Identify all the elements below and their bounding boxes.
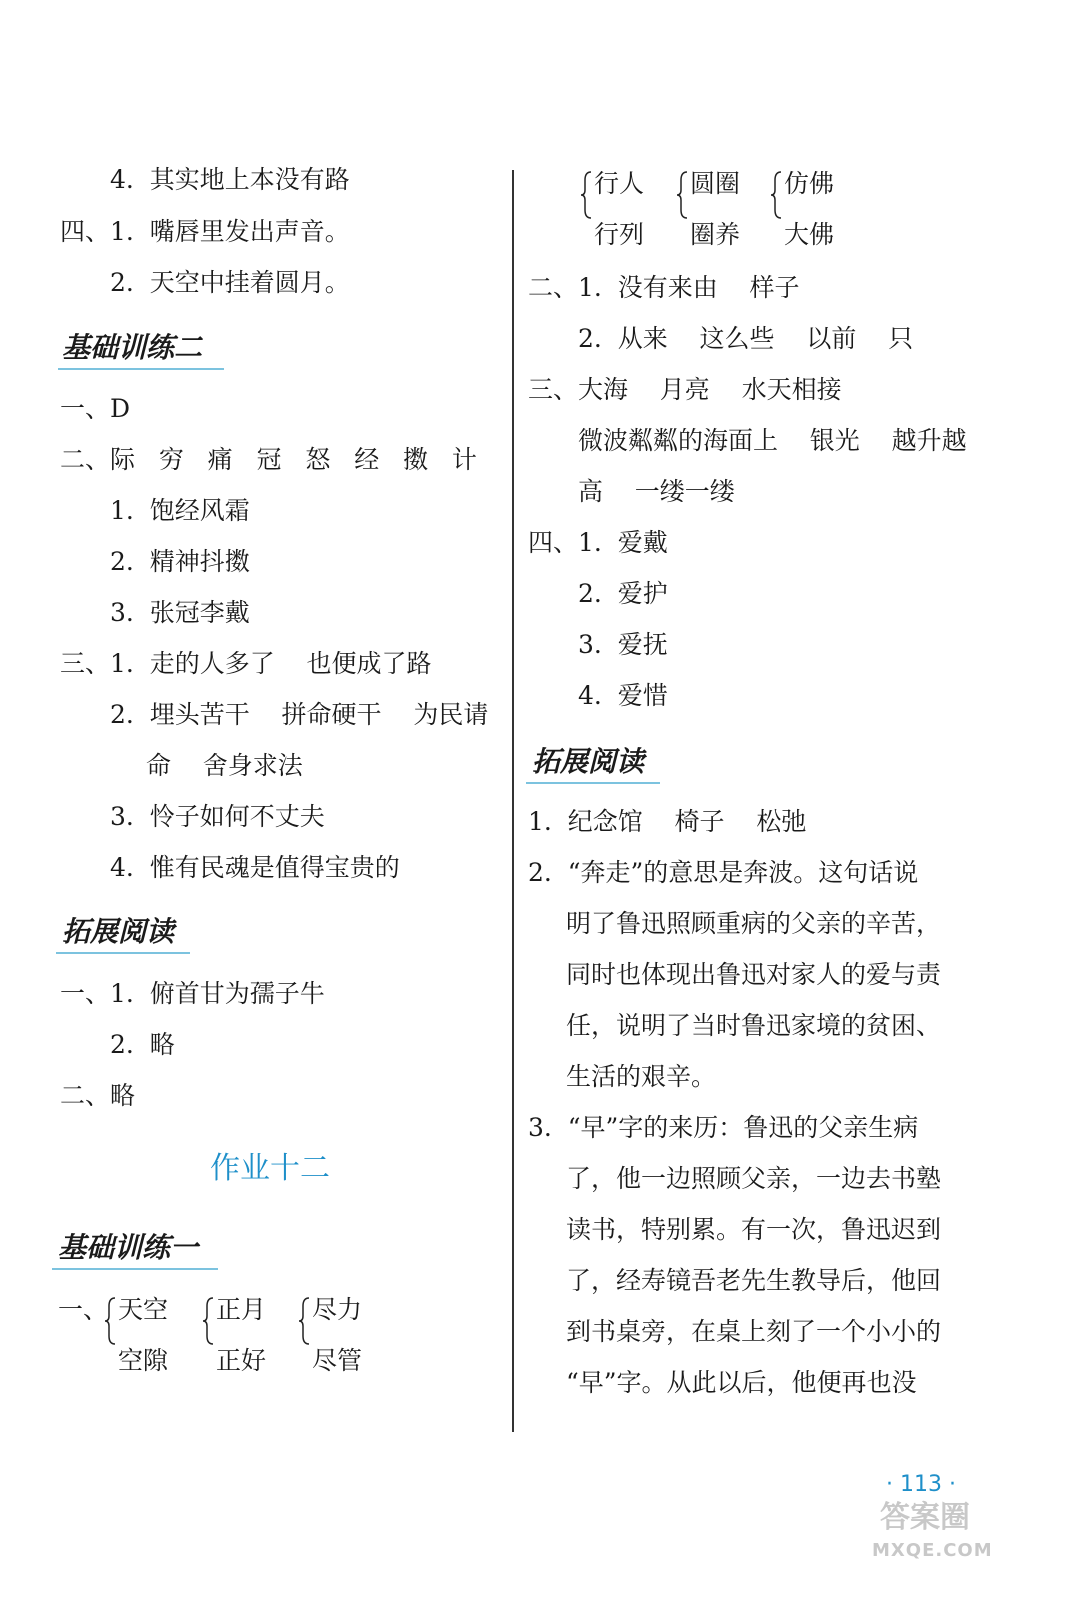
answer-line: 四、1. 爱戴 (528, 528, 668, 557)
word-pair-bottom: 大佛 (784, 220, 835, 249)
answer-line: 2. 从来 这么些 以前 只 (578, 324, 914, 353)
answer-line: 1. 饱经风霜 (110, 496, 250, 525)
homework-title: 作业十二 (210, 1151, 330, 1186)
answer-line: 3. 怜子如何不丈夫 (110, 802, 325, 831)
word-pair-top: 行人 (594, 169, 645, 198)
answer-line: 3. 张冠李戴 (110, 598, 250, 627)
brace-icon (770, 170, 782, 220)
word-pair-top: 仿佛 (784, 169, 835, 198)
answer-line: 一、D (60, 394, 131, 423)
answer-line: 2. 天空中挂着圆月。 (110, 268, 350, 297)
word-pair-bottom: 空隙 (118, 1346, 169, 1375)
answer-line: 命 舍身求法 (146, 751, 303, 780)
question-label: 一、 (58, 1295, 109, 1324)
answer-line: 二、1. 没有来由 样子 (528, 273, 800, 302)
answer-line: 二、略 (60, 1081, 136, 1110)
word-pair-top: 正月 (216, 1295, 267, 1324)
word-pair-top: 圆圈 (690, 169, 741, 198)
answer-line: 2. 略 (110, 1030, 175, 1059)
section-heading-basic-2: 基础训练二 (62, 331, 203, 364)
section-underline (526, 782, 660, 784)
word-pair-bottom: 正好 (216, 1346, 267, 1375)
brace-icon (298, 1296, 310, 1346)
section-underline (58, 368, 224, 370)
column-divider (512, 170, 514, 1432)
answer-line: 3. “早”字的来历：鲁迅的父亲生病 (528, 1113, 919, 1142)
answer-line: 2. 精神抖擞 (110, 547, 250, 576)
answer-line: 4. 爱惜 (578, 681, 668, 710)
answer-line: 2. 爱护 (578, 579, 668, 608)
answer-line: 了，他一边照顾父亲，一边去书塾 (566, 1164, 942, 1193)
brace-icon (104, 1296, 116, 1346)
word-pair-bottom: 行列 (594, 220, 645, 249)
word-pair-bottom: 尽管 (312, 1346, 363, 1375)
answer-line: 了，经寿镜吾老先生教导后，他回 (566, 1266, 942, 1295)
brace-icon (580, 170, 592, 220)
answer-line: 4. 惟有民魂是值得宝贵的 (110, 853, 400, 882)
word-pair-top: 尽力 (312, 1295, 363, 1324)
answer-line: 4. 其实地上本没有路 (110, 165, 350, 194)
section-underline (56, 952, 190, 954)
answer-line: 生活的艰辛。 (566, 1062, 717, 1091)
brace-icon (202, 1296, 214, 1346)
watermark-logo: 答案圈 (880, 1500, 970, 1535)
answer-line: 任，说明了当时鲁迅家境的贫困、 (566, 1011, 942, 1040)
answer-line: 读书，特别累。有一次，鲁迅迟到 (566, 1215, 942, 1244)
answer-line: 二、际 穷 痛 冠 怒 经 擞 计 (60, 445, 477, 474)
brace-icon (676, 170, 688, 220)
answer-line: 一、1. 俯首甘为孺子牛 (60, 979, 325, 1008)
word-pair-top: 天空 (118, 1295, 169, 1324)
answer-line: 高 一缕一缕 (578, 477, 735, 506)
answer-line: 明了鲁迅照顾重病的父亲的辛苦， (566, 909, 942, 938)
section-heading-reading: 拓展阅读 (62, 915, 175, 948)
answer-line: 到书桌旁，在桌上刻了一个小小的 (566, 1317, 942, 1346)
answer-line: 3. 爱抚 (578, 630, 668, 659)
section-heading-reading: 拓展阅读 (532, 745, 645, 778)
answer-line: 2. 埋头苦干 拼命硬干 为民请 (110, 700, 489, 729)
answer-line: 2. “奔走”的意思是奔波。这句话说 (528, 858, 919, 887)
word-pair-bottom: 圈养 (690, 220, 741, 249)
answer-line: 微波粼粼的海面上 银光 越升越 (578, 426, 967, 455)
watermark-site: MXQE.COM (872, 1540, 993, 1561)
answer-line: 同时也体现出鲁迅对家人的爱与责 (566, 960, 942, 989)
section-heading-basic-1: 基础训练一 (58, 1231, 199, 1264)
page-number: · 113 · (886, 1472, 956, 1497)
section-underline (52, 1268, 218, 1270)
answer-line: 三、1. 走的人多了 也便成了路 (60, 649, 432, 678)
answer-line: 三、大海 月亮 水天相接 (528, 375, 842, 404)
answer-line: 四、1. 嘴唇里发出声音。 (60, 217, 350, 246)
answer-line: “早”字。从此以后，他便再也没 (566, 1368, 917, 1397)
answer-line: 1. 纪念馆 椅子 松弛 (528, 807, 807, 836)
